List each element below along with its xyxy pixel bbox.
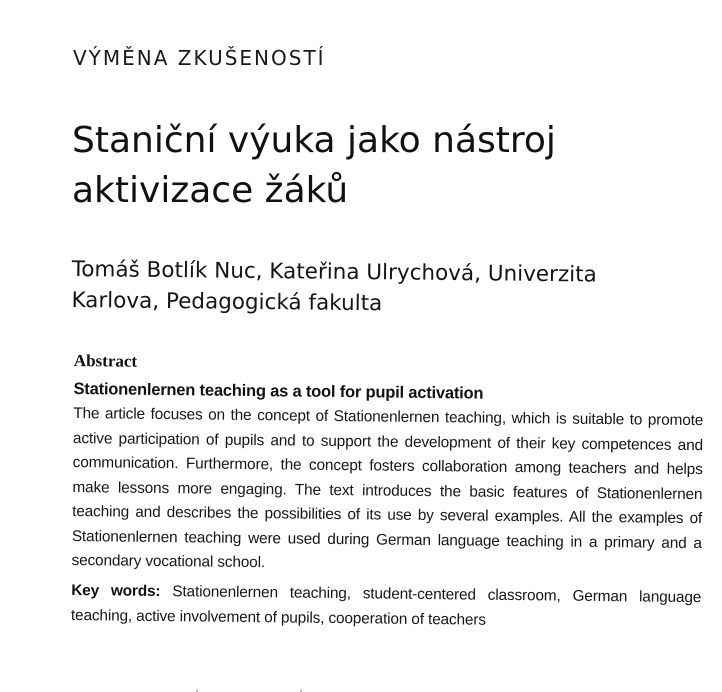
abstract-body: The article focuses on the concept of Stationenlernen teaching, which is suitable to promote active participation of pupils and to support the development of their key competences and communication. Furthermore, the concept fosters collaboration among teachers and helps make lessons more engaging. The text introduces the basic features of Stationenlernen teaching and describes the possibilities of its use by several examples. All the examples of Stationenlernen teaching were used during German language teaching in a primary and a secondary vocational school.	[71, 404, 704, 572]
keywords-paragraph	[71, 577, 702, 634]
keywords-list: Stationenlernen teaching, student-centered classroom, German language teaching, active involvement of pupils, cooperation of teachers	[70, 582, 702, 629]
abstract-section	[71, 349, 704, 635]
article-authors: Tomáš Botlík Nuc, Kateřina Ulrychová, Univerzita Karlova, Pedagogická fakulta	[71, 256, 597, 317]
abstract-heading: Abstract	[73, 350, 138, 371]
abstract-subtitle: Stationenlernen teaching as a tool for pupil activation	[73, 379, 484, 403]
article-title: Staniční výuka jako nástroj aktivizace žáků	[72, 120, 556, 211]
section-label: VÝMĚNA ZKUŠENOSTÍ	[73, 46, 326, 70]
keywords-label: Key words:	[71, 581, 161, 600]
